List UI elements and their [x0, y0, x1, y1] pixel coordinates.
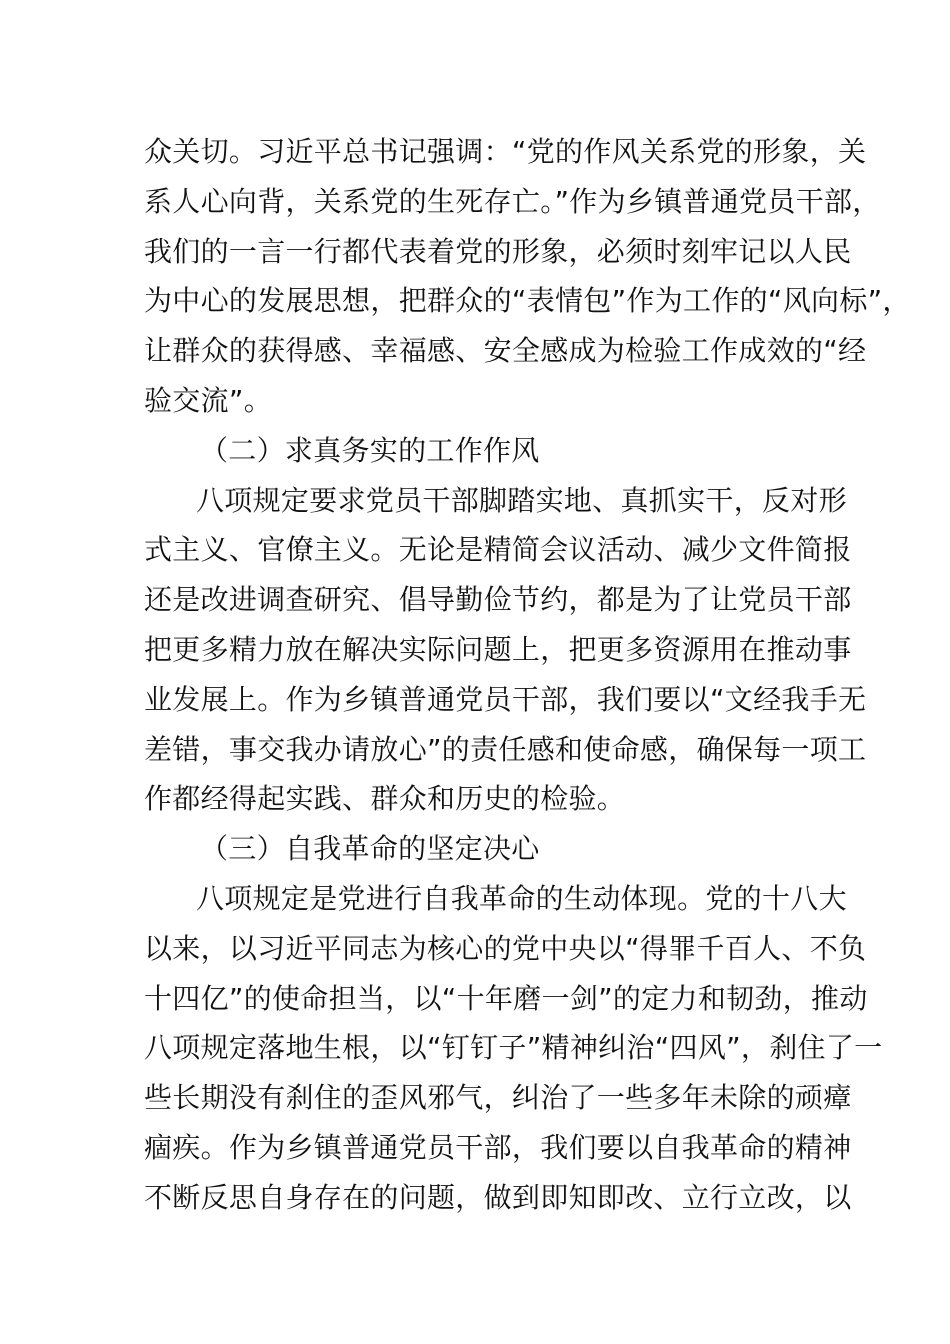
text-line: 不断反思自身存在的问题，做到即知即改、立行立改，以: [144, 1180, 852, 1214]
text-line: 为中心的发展思想，把群众的“表情包”作为工作的“风向标”，: [144, 284, 911, 318]
text-line: 十四亿”的使命担当，以“十年磨一剑”的定力和韧劲，推动: [144, 981, 868, 1015]
text-line: 业发展上。作为乡镇普通党员干部，我们要以“文经我手无: [144, 682, 867, 716]
text-line: 差错，事交我办请放心”的责任感和使命感，确保每一项工: [144, 732, 867, 766]
text-line: 验交流”。: [144, 383, 273, 417]
section-heading: （二）求真务实的工作作风: [200, 433, 540, 467]
paragraph-first-line: 八项规定要求党员干部脚踏实地、真抓实干，反对形: [196, 483, 847, 517]
paragraph-first-line: 八项规定是党进行自我革命的生动体现。党的十八大: [196, 881, 847, 915]
text-line: 众关切。习近平总书记强调：“党的作风关系党的形象，关: [144, 135, 867, 168]
text-line: 系人心向背，关系党的生死存亡。”作为乡镇普通党员干部，: [144, 184, 881, 218]
text-line: 以来，以习近平同志为核心的党中央以“得罪千百人、不负: [144, 931, 867, 965]
text-line: 还是改进调查研究、倡导勤俭节约，都是为了让党员干部: [144, 583, 852, 617]
text-line: 些长期没有刹住的歪风邪气，纠治了一些多年未除的顽瘴: [144, 1081, 852, 1115]
text-line: 式主义、官僚主义。无论是精简会议活动、减少文件简报: [144, 533, 852, 567]
text-line: 我们的一言一行都代表着党的形象，必须时刻牢记以人民: [144, 234, 852, 268]
text-line: 痼疾。作为乡镇普通党员干部，我们要以自我革命的精神: [144, 1130, 852, 1164]
body-text: [144, 127, 911, 1223]
text-line: 让群众的获得感、幸福感、安全感成为检验工作成效的“经: [144, 334, 867, 368]
section-heading: （三）自我革命的坚定决心: [200, 832, 540, 866]
text-line: 八项规定落地生根，以“钉钉子”精神纠治“四风”，刹住了一: [144, 1031, 883, 1065]
text-line: 作都经得起实践、群众和历史的检验。: [144, 782, 626, 816]
text-line: 把更多精力放在解决实际问题上，把更多资源用在推动事: [144, 632, 852, 666]
